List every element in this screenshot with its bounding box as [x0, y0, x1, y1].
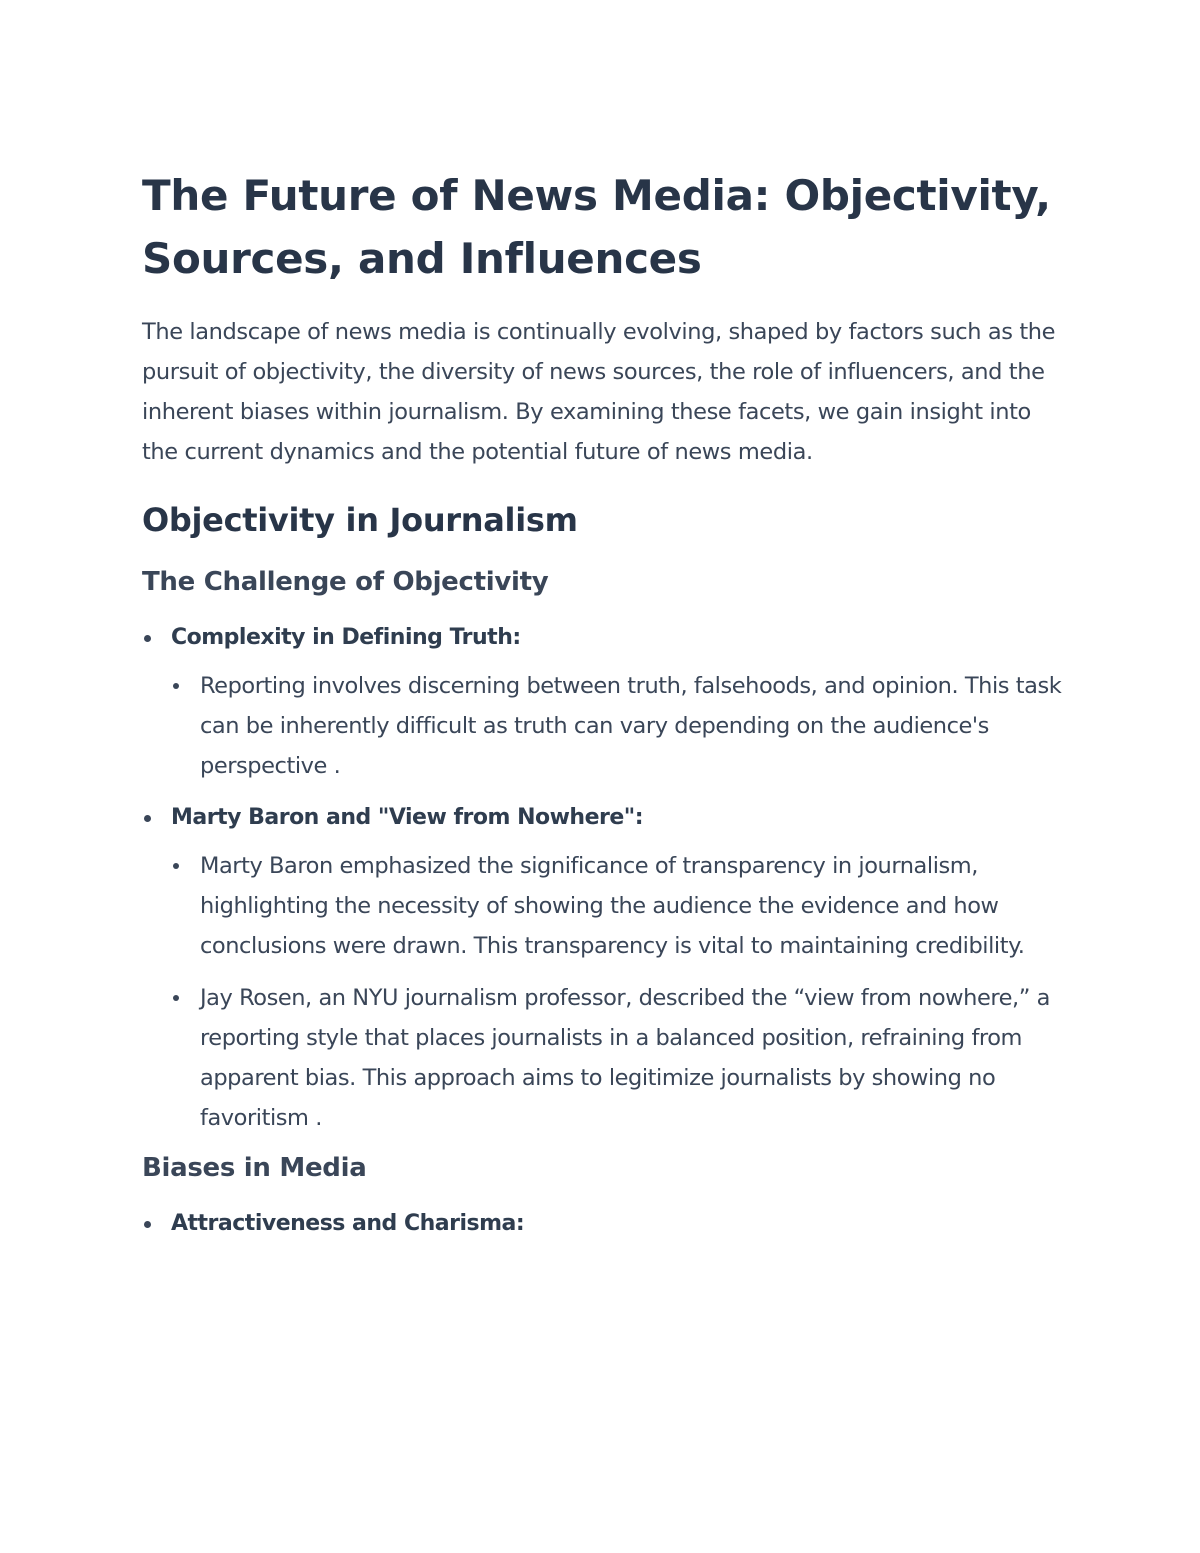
sub-list-item-text: Reporting involves discerning between truth, falsehoods, and opinion. This task can be inherently difficult as truth can vary depending on the audience's perspective . [200, 673, 1062, 779]
list-item [142, 1204, 1062, 1244]
sub-list-item [171, 666, 1062, 786]
sub-list-item [171, 846, 1062, 966]
list-item-label: Marty Baron and "View from Nowhere": [171, 805, 644, 830]
list-item [142, 618, 1062, 786]
document-page [142, 164, 1062, 1256]
sub-list-item-text: Jay Rosen, an NYU journalism professor, described the “view from nowhere,” a reporting style that places journalists in a balanced position, refraining from apparent bias. This approach aims to legitimize journalists by showing no favoritism . [200, 985, 1050, 1131]
bullet-icon [144, 815, 151, 822]
section-heading-objectivity: Objectivity in Journalism [142, 501, 578, 539]
intro-paragraph: The landscape of news media is continually evolving, shaped by factors such as the pursuit of objectivity, the diversity of news sources, the role of influencers, and the inherent biases within journalism. By examining these facets, we gain insight into the current dynamics and the potential future of news media. [142, 319, 1056, 465]
list-item-label: Complexity in Defining Truth: [171, 625, 521, 650]
challenge-list [142, 618, 1062, 1138]
list-item [142, 798, 1062, 1138]
bullet-icon [173, 995, 179, 1001]
bullet-icon [173, 863, 179, 869]
list-item-label: Attractiveness and Charisma: [171, 1211, 525, 1236]
sub-list-item [171, 978, 1062, 1138]
document-title: The Future of News Media: Objectivity, Sources, and Influences [142, 171, 1051, 283]
bullet-icon [144, 1221, 151, 1228]
subsection-heading-biases: Biases in Media [142, 1153, 367, 1183]
biases-list [142, 1204, 1062, 1244]
subsection-heading-challenge: The Challenge of Objectivity [142, 567, 549, 597]
sub-list [171, 846, 1062, 1138]
sub-list-item-text: Marty Baron emphasized the significance of transparency in journalism, highlighting the necessity of showing the audience the evidence and how conclusions were drawn. This transparency is vital to maintaining credibility. [200, 853, 1025, 959]
bullet-icon [173, 683, 179, 689]
bullet-icon [144, 635, 151, 642]
sub-list [171, 666, 1062, 786]
